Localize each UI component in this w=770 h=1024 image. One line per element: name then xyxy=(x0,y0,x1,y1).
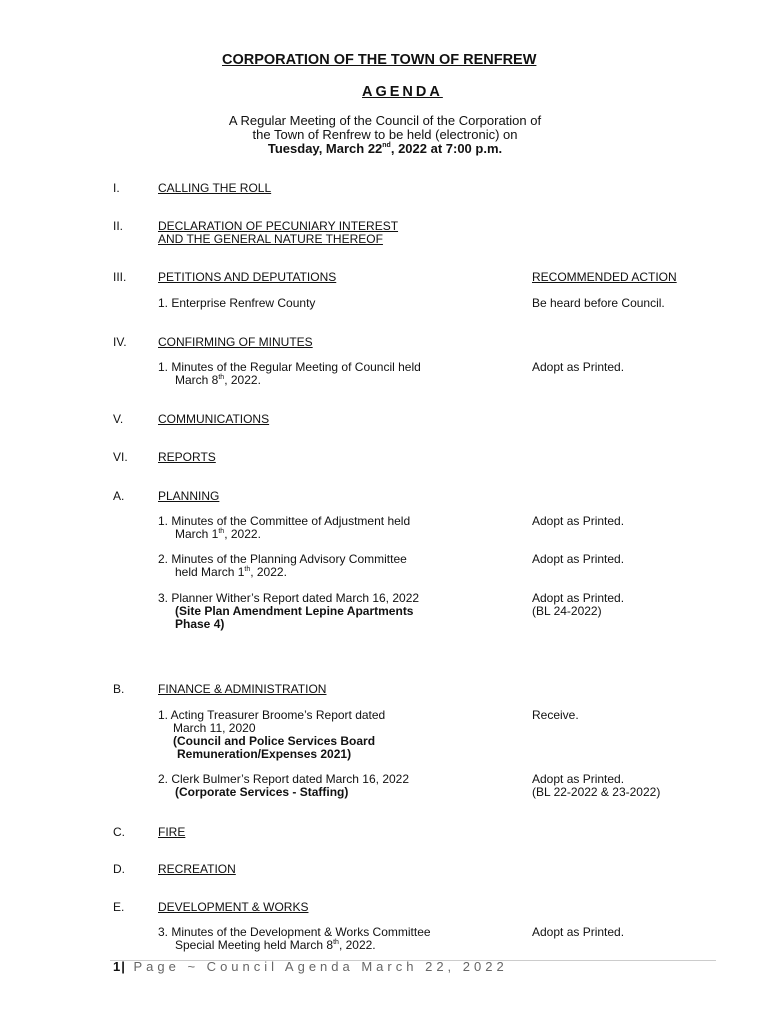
section-number: A. xyxy=(113,489,125,503)
section-number: VI. xyxy=(113,450,128,464)
section-heading: FINANCE & ADMINISTRATION xyxy=(158,682,327,696)
document-title: CORPORATION OF THE TOWN OF RENFREW xyxy=(222,52,537,68)
section-number: E. xyxy=(113,900,125,914)
section-heading: DEVELOPMENT & WORKS xyxy=(158,900,309,914)
section-heading: DECLARATION OF PECUNIARY INTEREST xyxy=(158,219,399,233)
section-number: II. xyxy=(113,219,124,233)
section-number: D. xyxy=(113,862,125,876)
footer-text: Page ~ Council Agenda March 22, 2022 xyxy=(133,959,508,974)
section-number: B. xyxy=(113,682,125,696)
recommended-action: Adopt as Printed. xyxy=(532,552,625,566)
section-number: IV. xyxy=(113,335,127,349)
agenda-item: 1. Acting Treasurer Broome’s Report dated March 11, 2020 (Council and Police Services Board Remuneration/Expenses 2021) xyxy=(158,708,386,761)
section-heading: CONFIRMING OF MINUTES xyxy=(158,335,313,349)
section-heading: AND THE GENERAL NATURE THEREOF xyxy=(158,232,383,246)
recommended-action: Adopt as Printed. xyxy=(532,514,625,528)
section-number: C. xyxy=(113,825,125,839)
meeting-date: Tuesday, March 22nd, 2022 at 7:00 p.m. xyxy=(267,141,503,156)
section-heading: RECREATION xyxy=(158,862,236,876)
section-heading: CALLING THE ROLL xyxy=(158,181,272,195)
page-number: 1 xyxy=(113,959,122,974)
agenda-item: 2. Clerk Bulmer’s Report dated March 16, 2022 (Corporate Services - Staffing) xyxy=(158,772,410,799)
recommended-action: Adopt as Printed. (BL 22-2022 & 23-2022) xyxy=(532,772,661,799)
meeting-intro xyxy=(0,114,770,156)
agenda-heading: AGENDA xyxy=(362,84,443,100)
section-heading: PLANNING xyxy=(158,489,220,503)
agenda-item: 1. Minutes of the Regular Meeting of Council held March 8th, 2022. xyxy=(158,360,421,387)
section-number: V. xyxy=(113,412,124,426)
section-number: I. xyxy=(113,181,120,195)
agenda-item: 2. Minutes of the Planning Advisory Committee held March 1th, 2022. xyxy=(158,552,407,579)
section-number: III. xyxy=(113,270,127,284)
page-footer xyxy=(113,959,508,974)
agenda-item: 1. Enterprise Renfrew County xyxy=(158,296,316,310)
recommended-action-header: RECOMMENDED ACTION xyxy=(532,270,677,284)
intro-line-2: the Town of Renfrew to be held (electronic) on xyxy=(252,127,518,142)
recommended-action: Adopt as Printed. xyxy=(532,360,625,374)
agenda-item: 1. Minutes of the Committee of Adjustment held March 1th, 2022. xyxy=(158,514,411,541)
section-heading: FIRE xyxy=(158,825,186,839)
section-heading: PETITIONS AND DEPUTATIONS xyxy=(158,270,337,284)
section-heading: REPORTS xyxy=(158,450,216,464)
agenda-item: 3. Minutes of the Development & Works Committee Special Meeting held March 8th, 2022. xyxy=(158,925,431,952)
agenda-item: 3. Planner Wither’s Report dated March 16, 2022 (Site Plan Amendment Lepine Apartments Phase 4) xyxy=(158,591,420,631)
intro-line-1: A Regular Meeting of the Council of the Corporation of xyxy=(228,113,542,128)
recommended-action: Receive. xyxy=(532,708,579,722)
footer-separator: | xyxy=(121,959,126,974)
recommended-action: Be heard before Council. xyxy=(532,296,665,310)
recommended-action: Adopt as Printed. xyxy=(532,925,625,939)
recommended-action: Adopt as Printed. (BL 24-2022) xyxy=(532,591,625,618)
section-heading: COMMUNICATIONS xyxy=(158,412,270,426)
